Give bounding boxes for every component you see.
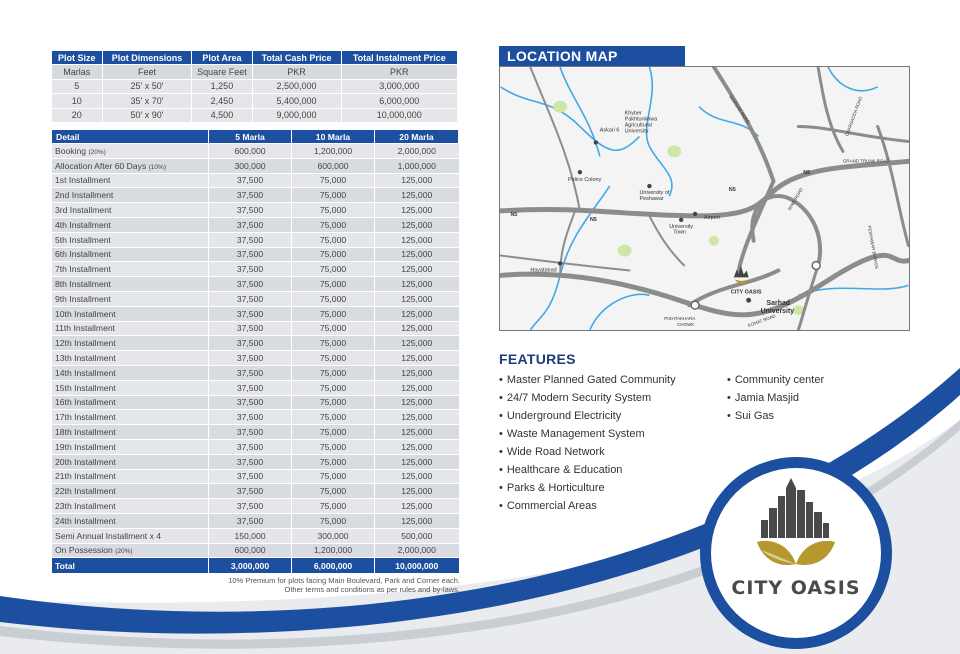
label-peshawar-bypass: PESHAWAR BYPASS (866, 225, 880, 270)
plot-cell: 9,000,000 (252, 108, 341, 123)
installment-value-v10: 75,000 (292, 513, 375, 528)
installment-label: 21th Installment (55, 471, 116, 482)
skyline-icon (761, 478, 829, 538)
installment-value-v10: 300,000 (292, 528, 375, 543)
installment-value-v10: 75,000 (292, 469, 375, 484)
installment-row (52, 158, 459, 173)
installment-value-v20: 125,000 (375, 262, 459, 277)
installment-value-v10: 1,200,000 (292, 144, 375, 159)
installment-value-v20: 125,000 (375, 439, 459, 454)
installment-row (52, 188, 459, 203)
installment-row (52, 380, 459, 395)
installment-label-cell (52, 188, 209, 203)
installment-label: 16th Installment (55, 397, 116, 408)
installment-value-v10: 75,000 (292, 351, 375, 366)
unit-cell: Feet (102, 65, 192, 80)
header-total-instalment-price: Total Instalment Price (341, 51, 457, 65)
installment-label-cell (52, 144, 209, 159)
label-airport: Airport (704, 214, 721, 221)
installment-value-v20: 125,000 (375, 291, 459, 306)
feature-item: • Healthcare & Education (499, 461, 676, 479)
installment-value-v10: 75,000 (292, 425, 375, 440)
unit-cell: PKR (341, 65, 457, 80)
units-row (52, 65, 458, 80)
installment-value-v5: 37,500 (209, 395, 292, 410)
features-list-1 (499, 371, 676, 515)
marker-hayatabad (558, 261, 562, 265)
label-askari: Askari 6 (599, 127, 620, 134)
installment-row (52, 543, 459, 558)
marker-police-colony (578, 170, 582, 174)
total-5-marla: 3,000,000 (209, 558, 292, 573)
marker-university-town (679, 218, 683, 222)
installment-value-v20: 125,000 (375, 336, 459, 351)
installment-value-v20: 125,000 (375, 173, 459, 188)
marker-pishtakhara (691, 301, 699, 309)
installment-value-v20: 1,000,000 (375, 158, 459, 173)
installment-label: 5th Installment (55, 234, 111, 245)
installment-table-body (52, 144, 459, 558)
plot-row (52, 94, 458, 109)
installment-row (52, 277, 459, 292)
plot-cell: 6,000,000 (341, 94, 457, 109)
label-hayatabad: Hayatabad (530, 267, 557, 274)
installment-value-v10: 75,000 (292, 232, 375, 247)
installment-value-v10: 75,000 (292, 336, 375, 351)
installment-value-v20: 2,000,000 (375, 144, 459, 159)
installment-row (52, 499, 459, 514)
note-terms: Other terms and conditions as per rules and by-laws. (284, 585, 460, 594)
installment-value-v10: 75,000 (292, 439, 375, 454)
installment-value-v5: 37,500 (209, 499, 292, 514)
plot-cell: 10 (52, 94, 103, 109)
installment-value-v5: 150,000 (209, 528, 292, 543)
map-parks (553, 101, 804, 315)
feature-item: • Underground Electricity (499, 407, 676, 425)
installment-value-v10: 75,000 (292, 365, 375, 380)
header-5-marla: 5 Marla (209, 130, 292, 144)
plot-cell: 2,450 (192, 94, 252, 109)
map-city-oasis-logo (734, 265, 749, 283)
installment-label: 11th Installment (55, 323, 116, 334)
logo-text: CITY OASIS (731, 577, 861, 599)
installment-value-v20: 125,000 (375, 321, 459, 336)
label-n5-b: N5 (589, 216, 597, 223)
installment-value-v5: 37,500 (209, 291, 292, 306)
installment-value-v5: 600,000 (209, 543, 292, 558)
label-university-town-2: Town (673, 229, 686, 236)
installment-label: 10th Installment (55, 308, 116, 319)
plot-cell: 50' x 90' (102, 108, 192, 123)
installment-row (52, 144, 459, 159)
installment-row (52, 336, 459, 351)
header-detail: Detail (52, 130, 209, 144)
installment-value-v5: 37,500 (209, 173, 292, 188)
city-oasis-logo-icon (711, 468, 881, 638)
installment-label-cell (52, 469, 209, 484)
installment-value-v20: 125,000 (375, 247, 459, 262)
header-10-marla: 10 Marla (292, 130, 375, 144)
installment-row (52, 306, 459, 321)
installment-row (52, 351, 459, 366)
label-kpau-1: Khyber (624, 110, 642, 117)
installment-label: 14th Installment (55, 367, 116, 378)
label-gt-road: GRAND TRUNK ROAD (842, 158, 890, 164)
installment-label-cell (52, 543, 209, 558)
installment-label: 13th Installment (55, 353, 116, 364)
unit-cell: PKR (252, 65, 341, 80)
installment-label: 1st Installment (55, 175, 111, 186)
installment-value-v20: 125,000 (375, 217, 459, 232)
feature-item: • 24/7 Modern Security System (499, 389, 676, 407)
location-map[interactable] (499, 66, 910, 331)
installment-label: Semi Annual Installment x 4 (55, 530, 162, 541)
installment-row (52, 425, 459, 440)
location-map-title: LOCATION MAP (499, 46, 685, 66)
label-pishtakhara-2: CHOWK (677, 322, 695, 328)
installment-value-v20: 125,000 (375, 513, 459, 528)
installment-value-v5: 37,500 (209, 188, 292, 203)
label-sarhad-2: University (760, 308, 795, 316)
header-plot-area: Plot Area (192, 51, 252, 65)
installment-row (52, 365, 459, 380)
installment-row (52, 395, 459, 410)
plot-table-body (52, 65, 458, 123)
installment-value-v10: 75,000 (292, 321, 375, 336)
installment-label-cell (52, 291, 209, 306)
installment-row (52, 469, 459, 484)
total-label: Total (52, 558, 209, 573)
installment-value-v5: 37,500 (209, 351, 292, 366)
marker-sarhad (746, 298, 751, 303)
installment-value-v5: 37,500 (209, 247, 292, 262)
label-sarhad-1: Sarhad (766, 300, 791, 308)
installment-value-v5: 37,500 (209, 469, 292, 484)
installment-table (51, 129, 459, 573)
label-n5-a: N5 (510, 211, 518, 218)
installment-row (52, 262, 459, 277)
installment-value-v20: 125,000 (375, 380, 459, 395)
installment-label: 8th Installment (55, 279, 111, 290)
installment-label-cell (52, 454, 209, 469)
header-total-cash-price: Total Cash Price (252, 51, 341, 65)
header-plot-dimensions: Plot Dimensions (102, 51, 192, 65)
installment-label-cell (52, 306, 209, 321)
installment-value-v20: 125,000 (375, 469, 459, 484)
installment-value-v20: 500,000 (375, 528, 459, 543)
installment-value-v20: 125,000 (375, 484, 459, 499)
installment-value-v5: 37,500 (209, 454, 292, 469)
installment-value-v20: 125,000 (375, 410, 459, 425)
installment-label-cell (52, 158, 209, 173)
installment-value-v20: 125,000 (375, 232, 459, 247)
plot-cell: 5 (52, 79, 103, 94)
total-10-marla: 6,000,000 (292, 558, 375, 573)
installment-value-v5: 37,500 (209, 336, 292, 351)
label-university-town-1: University (669, 223, 694, 230)
installment-value-v5: 300,000 (209, 158, 292, 173)
installment-label-cell (52, 217, 209, 232)
label-kohat-road: KOHAT ROAD (747, 313, 777, 328)
installment-value-v5: 37,500 (209, 217, 292, 232)
plot-cell: 25' x 50' (102, 79, 192, 94)
installment-value-v10: 75,000 (292, 395, 375, 410)
installment-row (52, 528, 459, 543)
installment-label: Booking (55, 145, 87, 156)
installment-label-cell (52, 321, 209, 336)
installment-percent: (20%) (115, 548, 133, 556)
installment-label-cell (52, 395, 209, 410)
total-row (52, 558, 459, 573)
marker-junction (812, 262, 820, 270)
installment-label: 17th Installment (55, 412, 116, 423)
installment-value-v10: 75,000 (292, 262, 375, 277)
installment-percent: (20%) (88, 148, 106, 156)
installment-row (52, 321, 459, 336)
installment-value-v5: 37,500 (209, 232, 292, 247)
installment-value-v5: 37,500 (209, 513, 292, 528)
plot-cell: 10,000,000 (341, 108, 457, 123)
installment-label-cell (52, 513, 209, 528)
installment-row (52, 410, 459, 425)
installment-label: 19th Installment (55, 441, 116, 452)
plot-cell: 1,250 (192, 79, 252, 94)
label-warsak-road: WARSAK ROAD (727, 94, 752, 125)
installment-label-cell (52, 277, 209, 292)
installment-value-v5: 37,500 (209, 365, 292, 380)
installment-value-v5: 37,500 (209, 410, 292, 425)
plot-cell: 4,500 (192, 108, 252, 123)
installment-label: 9th Installment (55, 293, 111, 304)
installment-label-cell (52, 351, 209, 366)
marker-uop (647, 184, 651, 188)
label-city-oasis: CITY OASIS (730, 289, 762, 296)
installment-value-v20: 125,000 (375, 351, 459, 366)
note-premium: 10% Premium for plots facing Main Boulevard, Park and Corner each. (228, 576, 460, 585)
installment-value-v10: 75,000 (292, 291, 375, 306)
installment-value-v10: 75,000 (292, 217, 375, 232)
installment-value-v20: 125,000 (375, 306, 459, 321)
label-kpau-2: Pakhtunkhwa (624, 116, 658, 123)
plot-summary-table (51, 50, 458, 123)
plot-cell: 20 (52, 108, 103, 123)
installment-value-v20: 2,000,000 (375, 543, 459, 558)
installment-value-v5: 37,500 (209, 262, 292, 277)
installment-value-v10: 1,200,000 (292, 543, 375, 558)
installment-label: 24th Installment (55, 515, 116, 526)
installment-value-v20: 125,000 (375, 499, 459, 514)
installment-value-v20: 125,000 (375, 277, 459, 292)
unit-cell: Marlas (52, 65, 103, 80)
installment-value-v10: 75,000 (292, 454, 375, 469)
header-20-marla: 20 Marla (375, 130, 459, 144)
installment-label-cell (52, 410, 209, 425)
feature-item: • Jamia Masjid (727, 389, 824, 407)
installment-label: 15th Installment (55, 382, 116, 393)
installment-value-v20: 125,000 (375, 454, 459, 469)
installment-label: On Possession (55, 545, 113, 556)
installment-label-cell (52, 365, 209, 380)
installment-value-v5: 37,500 (209, 203, 292, 218)
plot-row (52, 108, 458, 123)
installment-percent: (10%) (148, 163, 166, 171)
installment-label: Allocation After 60 Days (55, 160, 147, 171)
installment-value-v5: 37,500 (209, 306, 292, 321)
total-20-marla: 10,000,000 (375, 558, 459, 573)
plot-cell: 35' x 70' (102, 94, 192, 109)
installment-label-cell (52, 439, 209, 454)
installment-row (52, 291, 459, 306)
installment-value-v5: 37,500 (209, 277, 292, 292)
installment-value-v5: 37,500 (209, 484, 292, 499)
installment-value-v20: 125,000 (375, 365, 459, 380)
label-n5-c: N5 (728, 187, 736, 194)
installment-label: 18th Installment (55, 427, 116, 438)
installment-label-cell (52, 247, 209, 262)
installment-label-cell (52, 232, 209, 247)
installment-value-v5: 37,500 (209, 321, 292, 336)
header-plot-size: Plot Size (52, 51, 103, 65)
installment-label-cell (52, 336, 209, 351)
marker-airport (693, 212, 697, 216)
installment-value-v10: 75,000 (292, 188, 375, 203)
label-kpau-3: Agricultural (624, 122, 652, 129)
label-n5-d: N5 (803, 170, 811, 177)
feature-item: • Master Planned Gated Community (499, 371, 676, 389)
installment-row (52, 203, 459, 218)
plot-row (52, 79, 458, 94)
plot-cell: 3,000,000 (341, 79, 457, 94)
installment-value-v5: 37,500 (209, 380, 292, 395)
installment-value-v10: 75,000 (292, 173, 375, 188)
installment-label-cell (52, 484, 209, 499)
installment-value-v5: 37,500 (209, 439, 292, 454)
features-list-2 (727, 371, 824, 425)
feature-item: • Sui Gas (727, 407, 824, 425)
label-uop-1: University of (639, 190, 670, 197)
terms-notes (130, 576, 460, 594)
label-uop-2: Peshawar (639, 195, 664, 202)
label-charsadda-road: CHARSADDA ROAD (844, 95, 864, 137)
installment-value-v20: 125,000 (375, 203, 459, 218)
installment-row (52, 513, 459, 528)
unit-cell: Square Feet (192, 65, 252, 80)
installment-label: 20th Installment (55, 456, 116, 467)
installment-label-cell (52, 203, 209, 218)
installment-value-v20: 125,000 (375, 425, 459, 440)
installment-label: 12th Installment (55, 338, 116, 349)
feature-item: • Waste Management System (499, 425, 676, 443)
installment-value-v10: 75,000 (292, 247, 375, 262)
installment-value-v5: 600,000 (209, 144, 292, 159)
label-police-colony: Police Colony (568, 177, 602, 184)
features-title: FEATURES (499, 351, 576, 367)
installment-row (52, 217, 459, 232)
installment-label: 6th Installment (55, 249, 111, 260)
installment-label: 3rd Installment (55, 205, 112, 216)
installment-row (52, 232, 459, 247)
installment-value-v20: 125,000 (375, 188, 459, 203)
installment-value-v10: 75,000 (292, 380, 375, 395)
installment-row (52, 247, 459, 262)
installment-value-v20: 125,000 (375, 395, 459, 410)
installment-label: 2nd Installment (55, 190, 114, 201)
marker-askari (594, 140, 598, 144)
plot-cell: 2,500,000 (252, 79, 341, 94)
installment-value-v10: 75,000 (292, 484, 375, 499)
label-pishtakhara-1: PISHTAKHARA (664, 316, 696, 322)
installment-value-v10: 600,000 (292, 158, 375, 173)
installment-row (52, 454, 459, 469)
installment-value-v5: 37,500 (209, 425, 292, 440)
installment-label-cell (52, 262, 209, 277)
installment-value-v10: 75,000 (292, 277, 375, 292)
installment-label: 7th Installment (55, 264, 111, 275)
feature-item: • Wide Road Network (499, 443, 676, 461)
installment-label-cell (52, 380, 209, 395)
feature-item: • Community center (727, 371, 824, 389)
installment-label: 22th Installment (55, 486, 116, 497)
installment-row (52, 484, 459, 499)
label-ring-road: RING ROAD (786, 187, 804, 212)
installment-row (52, 439, 459, 454)
installment-label: 23th Installment (55, 501, 116, 512)
installment-label-cell (52, 173, 209, 188)
installment-label: 4th Installment (55, 219, 111, 230)
installment-row (52, 173, 459, 188)
installment-label-cell (52, 528, 209, 543)
installment-label-cell (52, 499, 209, 514)
installment-value-v10: 75,000 (292, 410, 375, 425)
installment-value-v10: 75,000 (292, 203, 375, 218)
feature-item: • Commercial Areas (499, 497, 676, 515)
installment-label-cell (52, 425, 209, 440)
map-canvas (500, 67, 909, 330)
leaf-icon (757, 541, 835, 565)
installment-value-v10: 75,000 (292, 306, 375, 321)
label-kpau-4: University (624, 128, 649, 135)
installment-value-v10: 75,000 (292, 499, 375, 514)
plot-cell: 5,400,000 (252, 94, 341, 109)
feature-item: • Parks & Horticulture (499, 479, 676, 497)
